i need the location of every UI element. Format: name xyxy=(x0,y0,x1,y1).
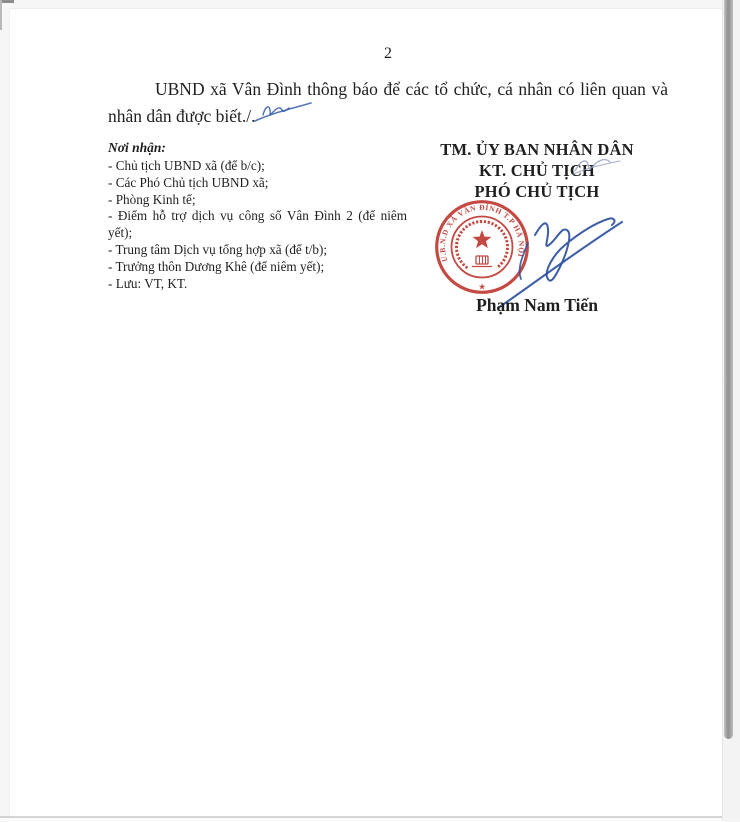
signature-authority-line: TM. ỦY BAN NHÂN DÂN xyxy=(440,140,634,159)
recipient-item: - Điểm hỗ trợ dịch vụ công số Vân Đình 2 (để niêm yết); xyxy=(108,208,407,241)
recipient-item: - Phòng Kinh tế; xyxy=(108,191,196,207)
recipient-item: - Trưởng thôn Dương Khê (để niêm yết); xyxy=(108,258,325,274)
seal-outer-ring xyxy=(437,202,528,293)
recipient-item: - Trung tâm Dịch vụ tổng hợp xã (để t/b); xyxy=(108,241,328,257)
recipient-item: - Lưu: VT, KT. xyxy=(108,275,188,291)
scan-corner-mark-vertical xyxy=(0,0,2,30)
page-number: 2 xyxy=(384,45,392,62)
signer-name: Phạm Nam Tiến xyxy=(476,295,598,315)
signature-title-line: PHÓ CHỦ TỊCH xyxy=(474,182,600,201)
recipient-item: - Các Phó Chủ tịch UBND xã; xyxy=(108,174,269,190)
seal-inner-ring xyxy=(452,217,513,278)
scan-corner-mark xyxy=(0,0,14,3)
scrollbar-thumb[interactable] xyxy=(724,0,733,739)
body-paragraph-line-1: UBND xã Vân Đình thông báo để các tổ chức, cá nhân có liên quan và xyxy=(155,79,668,99)
seal-ring-text-curved: U.B.N.D XÃ VÂN ĐÌNH T.P HÀ NỘI xyxy=(437,202,527,263)
recipients-section xyxy=(108,140,407,292)
seal-star-emblem xyxy=(473,230,492,248)
document-page xyxy=(9,8,724,822)
signature-onbehalf-line: KT. CHỦ TỊCH xyxy=(479,161,595,180)
recipients-heading: Nơi nhận: xyxy=(108,140,166,155)
body-paragraph-line-2: nhân dân được biết./. xyxy=(108,106,256,126)
seal-bottom-star: ★ xyxy=(478,281,486,292)
signature-block xyxy=(427,139,647,202)
official-red-seal xyxy=(434,199,530,295)
recipient-item: - Chủ tịch UBND xã (để b/c); xyxy=(108,158,265,173)
